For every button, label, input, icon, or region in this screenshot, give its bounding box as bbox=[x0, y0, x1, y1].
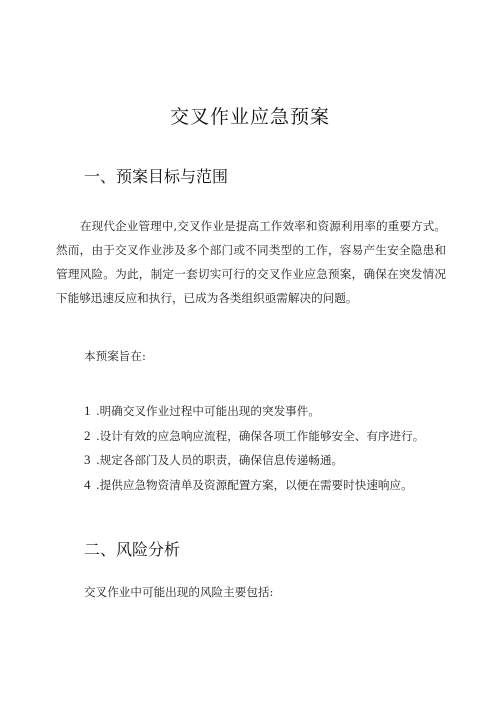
intro-paragraph: 在现代企业管理中,交叉作业是提高工作效率和资源利用率的重要方式。然而，由于交叉作业涉及多个部门或不同类型的工作，容易产生安全隐患和管理风险。为此，制定一套切实可行的交叉作业应急预案，确保在突发情况下能够迅速反应和执行，已成为各类组织亟需解决的问题。 bbox=[56, 219, 446, 305]
goal-item bbox=[84, 448, 424, 473]
aim-lead: 本预案旨在: bbox=[84, 349, 146, 363]
goal-item bbox=[84, 399, 424, 424]
goals-list bbox=[84, 399, 424, 497]
goal-text: .设计有效的应急响应流程，确保各项工作能够安全、有序进行。 bbox=[96, 428, 425, 443]
section-heading-objectives: 一、预案目标与范围 bbox=[84, 167, 229, 186]
goal-text: .规定各部门及人员的职责，确保信息传递畅通。 bbox=[96, 453, 344, 467]
goal-number: 2 bbox=[84, 427, 91, 443]
goal-number: 1 bbox=[84, 403, 91, 418]
document-title: 交叉作业应急预案 bbox=[169, 106, 330, 128]
goal-text: .明确交叉作业过程中可能出现的突发事件。 bbox=[96, 404, 320, 418]
risk-lead: 交叉作业中可能出现的风险主要包括: bbox=[84, 585, 274, 599]
goal-number: 3 bbox=[84, 452, 91, 467]
goal-text: .提供应急物资清单及资源配置方案，以便在需要时快速响应。 bbox=[96, 477, 413, 492]
section-heading-risk-analysis: 二、风险分析 bbox=[84, 540, 181, 559]
goal-number: 4 bbox=[84, 476, 91, 492]
goal-item bbox=[84, 424, 424, 449]
goal-item bbox=[84, 473, 424, 498]
